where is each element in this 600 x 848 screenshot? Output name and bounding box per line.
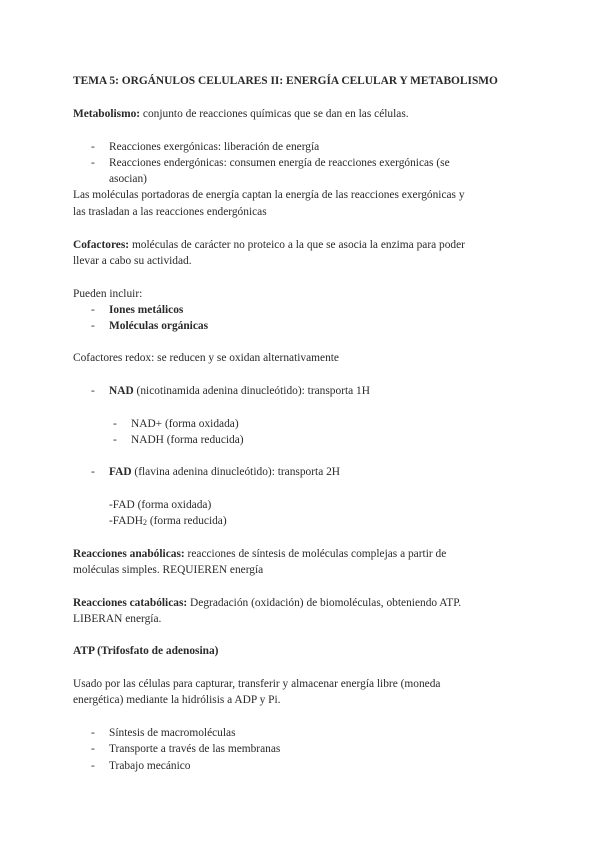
catabolicas-definition [73, 595, 461, 612]
paragraph-line: las trasladan a las reacciones endergónicas [73, 206, 267, 218]
bullet-dash: - [113, 418, 117, 430]
bullet-dash: - [91, 304, 95, 316]
list-item: Reacciones endergónicas: consumen energía de reacciones exergónicas (se [109, 157, 450, 169]
bullet-dash: - [91, 385, 95, 397]
list-item: Trabajo mecánico [109, 760, 191, 772]
bullet-dash: - [91, 320, 95, 332]
nad-desc: (nicotinamida adenina dinucleótido): transporta 1H [133, 385, 370, 397]
paragraph-line: Usado por las células para capturar, transferir y almacenar energía libre (moneda [73, 678, 441, 690]
term-anabolicas: Reacciones anabólicas: [73, 548, 185, 560]
page-title: TEMA 5: ORGÁNULOS CELULARES II: ENERGÍA CELULAR Y METABOLISMO [73, 75, 498, 87]
term-nad: NAD [109, 385, 134, 397]
term-catabolicas: Reacciones catabólicas: [73, 597, 188, 609]
bullet-dash: - [113, 434, 117, 446]
bullet-dash: - [91, 743, 95, 755]
bullet-dash: - [91, 760, 95, 772]
cofactores-def: moléculas de carácter no proteico a la que se asocia la enzima para poder [129, 239, 465, 251]
fadh-subscript: 2 [142, 518, 147, 527]
paragraph-line: llevar a cabo su actividad. [73, 255, 192, 267]
cofactores-definition [73, 237, 465, 254]
metabolismo-definition [73, 106, 409, 123]
list-item: NAD+ (forma oxidada) [131, 418, 239, 430]
anabolicas-definition [73, 546, 446, 563]
bullet-dash: - [91, 727, 95, 739]
catabolicas-def: Degradación (oxidación) de biomoléculas, obteniendo ATP. [187, 597, 462, 609]
paragraph-line: moléculas simples. REQUIEREN energía [73, 564, 264, 576]
bullet-dash: - [91, 466, 95, 478]
pueden-incluir: Pueden incluir: [73, 288, 143, 300]
list-item: Reacciones exergónicas: liberación de energía [109, 141, 320, 153]
atp-heading: ATP (Trifosfato de adenosina) [73, 645, 219, 657]
term-cofactores: Cofactores: [73, 239, 130, 251]
fadh-text: -FADH [109, 515, 143, 527]
fad-oxidized: -FAD (forma oxidada) [109, 499, 212, 511]
cofactores-redox: Cofactores redox: se reducen y se oxidan alternativamente [73, 352, 339, 364]
bullet-dash: - [91, 141, 95, 153]
list-item-continued: asocian) [109, 173, 147, 185]
paragraph-line: energética) mediante la hidrólisis a ADP y Pi. [73, 694, 281, 706]
list-item: Transporte a través de las membranas [109, 743, 281, 755]
list-item: NADH (forma reducida) [131, 434, 244, 446]
anabolicas-def: reacciones de síntesis de moléculas complejas a partir de [184, 548, 447, 560]
fad-line [109, 464, 340, 481]
nad-line [109, 383, 370, 400]
metabolismo-def: conjunto de reacciones químicas que se dan en las células. [140, 108, 409, 120]
paragraph-line: Las moléculas portadoras de energía captan la energía de las reacciones exergónicas y [73, 189, 465, 201]
fadh2-reduced [109, 513, 227, 532]
term-metabolismo: Metabolismo: [73, 108, 141, 120]
term-fad: FAD [109, 466, 132, 478]
paragraph-line: LIBERAN energía. [73, 613, 162, 625]
fadh-post: (forma reducida) [146, 515, 227, 527]
list-item: Moléculas orgánicas [109, 320, 209, 332]
list-item: Síntesis de macromoléculas [109, 727, 236, 739]
list-item: Iones metálicos [109, 304, 184, 316]
fad-desc: (flavina adenina dinucleótido): transporta 2H [131, 466, 341, 478]
bullet-dash: - [91, 157, 95, 169]
